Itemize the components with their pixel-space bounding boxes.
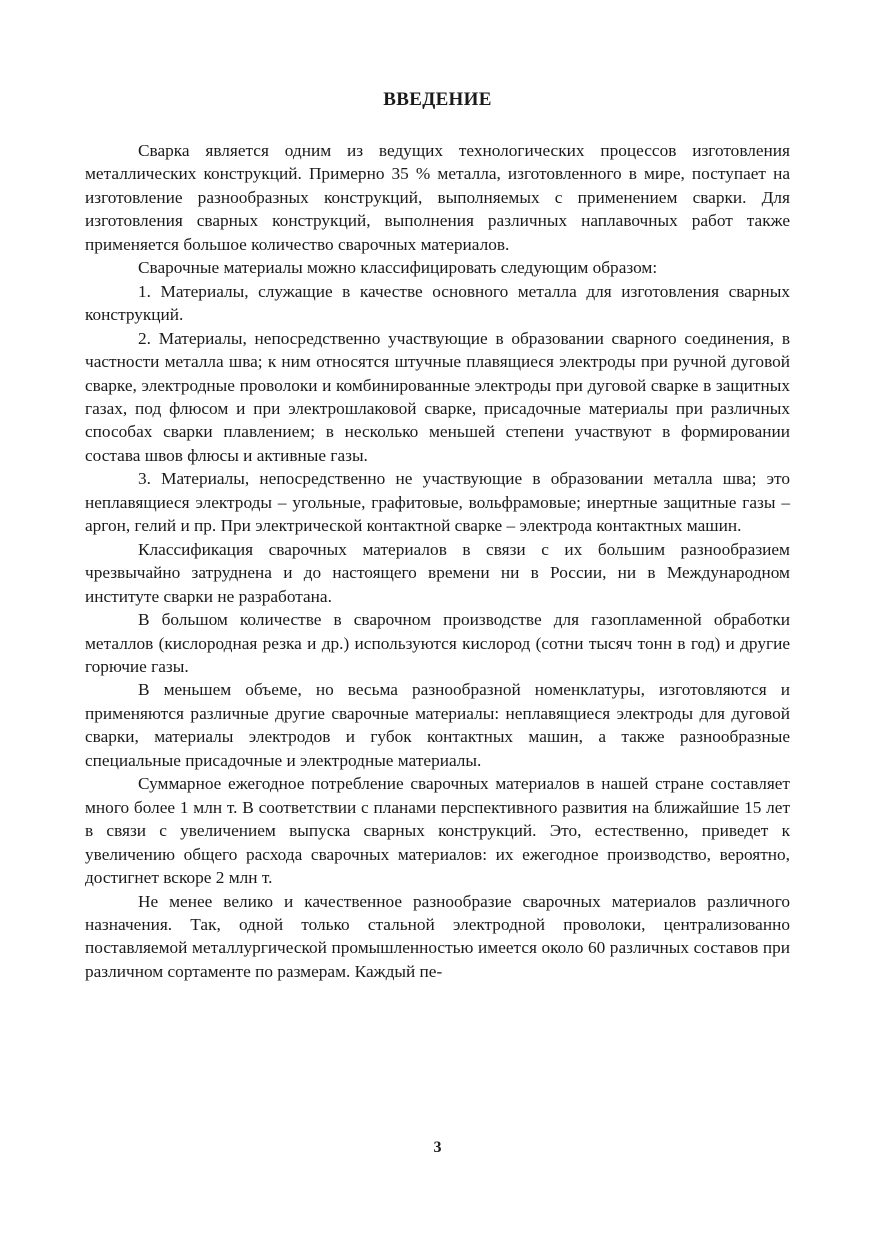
paragraph: Сварочные материалы можно классифицировать следующим образом: xyxy=(138,258,658,278)
paragraph: Не менее велико и качественное разнообразие сварочных материалов различного назначения. Так, одной только стальной электродной проволоки, централизованно поставляемой металлургической промышленностью имеется около 60 различных составов при различном сортаменте по размерам. Каждый пе- xyxy=(85,891,790,981)
paragraph: 1. Материалы, служащие в качестве основного металла для изготовления сварных конструкций. xyxy=(85,281,790,325)
paragraph: В большом количестве в сварочном производстве для газопламенной обработки металлов (кислородная резка и др.) используются кислород (сотни тысяч тонн в год) и другие горючие газы. xyxy=(85,610,790,676)
paragraph: Суммарное ежегодное потребление сварочных материалов в нашей стране составляет много более 1 млн т. В соответствии с планами перспективного развития на ближайшие 15 лет в связи с увеличением выпуска сварных конструкций. Это, естественно, приведет к увеличению общего расхода сварочных материалов: их ежегодное производство, вероятно, достигнет вскоре 2 млн т. xyxy=(85,774,790,888)
body-text xyxy=(85,139,790,983)
page-number: 3 xyxy=(433,1139,442,1156)
paragraph: 3. Материалы, непосредственно не участвующие в образовании металла шва; это неплавящиеся электроды – угольные, графитовые, вольфрамовые; инертные защитные газы – аргон, гелий и пр. При электрической контактной сварке – электрода контактных машин. xyxy=(85,469,790,536)
page-title: ВВЕДЕНИЕ xyxy=(383,89,492,110)
paragraph: Сварка является одним из ведущих технологических процессов изготовления металлических конструкций. Примерно 35 % металла, изготовленного в мире, поступает на изготовление разнообразных конструкций, выполняемых с применением сварки. Для изготовления сварных конструкций, выполнения различных наплавочных работ также применяется большое количество сварочных материалов. xyxy=(85,141,790,254)
paragraph: 2. Материалы, непосредственно участвующие в образовании сварного соединения, в частности металла шва; к ним относятся штучные плавящиеся электроды при ручной дуговой сварке, электродные проволоки и комбинированные электроды при дуговой сварке в защитных газах, под флюсом и при электрошлаковой сварке, присадочные материалы при различных способах сварки плавлением; в несколько меньшей степени участвуют в формировании состава швов флюсы и активные газы. xyxy=(85,328,790,465)
paragraph: В меньшем объеме, но весьма разнообразной номенклатуры, изготовляются и применяются различные другие сварочные материалы: неплавящиеся электроды для дуговой сварки, материалы электродов и губок контактных машин, а также разнообразные специальные присадочные и электродные материалы. xyxy=(85,680,790,770)
paragraph: Классификация сварочных материалов в связи с их большим разнообразием чрезвычайно затруднена и до настоящего времени ни в России, ни в Международном институте сварки не разработана. xyxy=(85,539,790,606)
